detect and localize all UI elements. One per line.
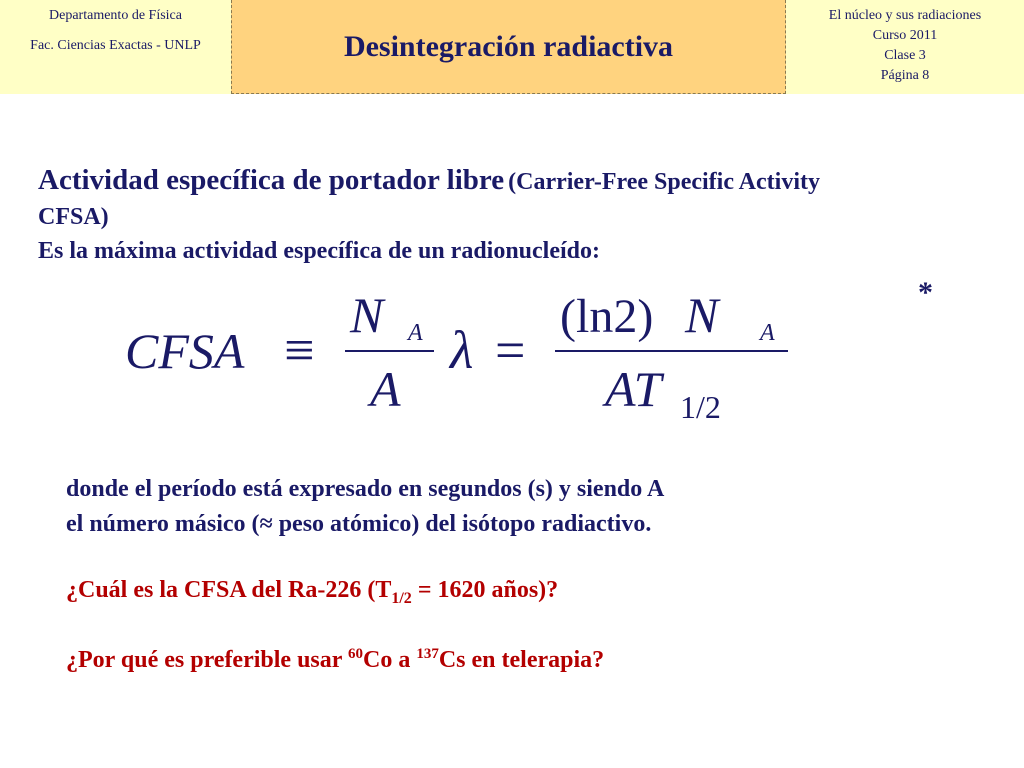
heading-paren-continued: CFSA) [38,204,109,230]
department-label: Departamento de Física [49,8,182,23]
eq-frac2-denominator: AT [605,361,662,417]
question2-mid: Co a [362,647,417,673]
question1-pre: ¿Cuál es la CFSA del Ra-226 (T [66,577,392,603]
eq-lambda: λ [450,320,474,380]
question1-post: = 1620 años)? [411,577,559,603]
eq-equiv: ≡ [284,320,315,380]
eq-frac1-numerator-sub: A [408,320,423,346]
eq-frac2-ln2: (ln2) [560,290,654,343]
page-number-label: Página 8 [880,68,930,83]
question2-sup-cs: 137 [416,646,439,662]
question-teletherapy [66,646,604,674]
section-heading [38,164,820,197]
footnote-star: * [918,276,933,309]
question2-post: Cs en telerapia? [438,647,605,673]
eq-lhs: CFSA [125,323,245,379]
course-year-label: Curso 2011 [872,28,938,43]
question2-sup-co: 60 [347,646,363,662]
header-left-panel [0,0,231,94]
header-title-panel [231,0,786,94]
question2-pre: ¿Por qué es preferible usar [66,647,348,673]
question-ra226 [66,577,558,608]
course-topic-label: El núcleo y sus radiaciones [828,8,982,23]
explanation-line-2: el número másico (≈ peso atómico) del isótopo radiactivo. [66,511,652,537]
heading-main: Actividad específica de portador libre [38,164,505,196]
cfsa-equation [120,282,820,432]
question1-sub: 1/2 [391,589,412,607]
eq-frac2-denominator-sub: 1/2 [680,389,721,425]
explanation-line-1: donde el período está expresado en segundos (s) y siendo A [66,476,665,502]
header-right-panel [786,0,1024,94]
page-title: Desintegración radiactiva [343,30,674,63]
eq-frac2-N: N [685,287,719,343]
eq-frac1-numerator: N [350,287,384,343]
faculty-label: Fac. Ciencias Exactas - UNLP [30,38,201,53]
definition-text: Es la máxima actividad específica de un radionucleído: [38,238,601,264]
eq-frac2-N-sub: A [760,320,775,346]
class-number-label: Clase 3 [884,48,926,63]
heading-paren: (Carrier-Free Specific Activity [508,169,820,195]
eq-equals: = [495,320,526,380]
eq-frac1-denominator: A [370,361,401,417]
